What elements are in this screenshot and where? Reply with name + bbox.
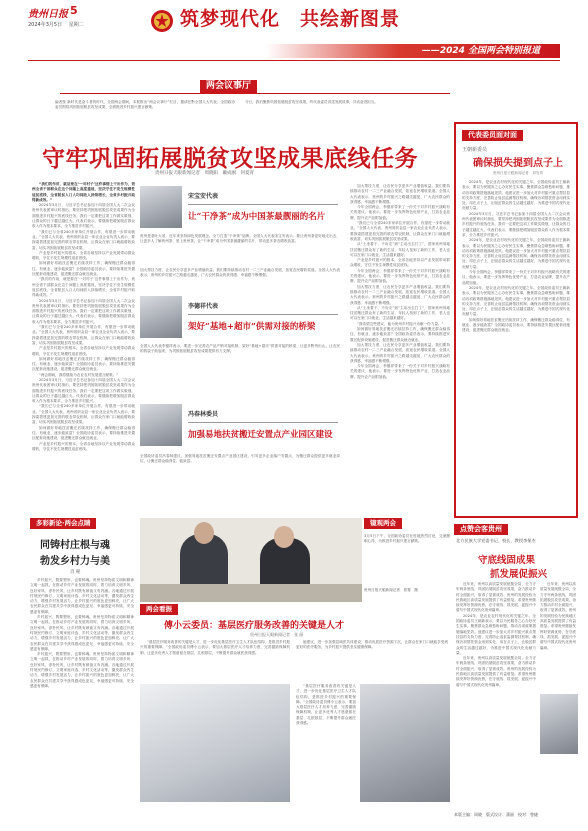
masthead-subtitle: ——2024 全国两会特别报道	[421, 46, 540, 56]
footer-credits: 本版主编：周晓 版式设计：蒲丽 校对：曾捷	[454, 812, 538, 817]
spotlight-body: 近年来，贵州以高质量发展统揽全局，全力守牢两条底线，巩固拓展脱贫攻坚成果，奋力推动乡村全面振兴，取得了显著成效。贵州的发展经验为民族地区高质量发展提供了有益借鉴。希望贵州继续发挥好资源优势，在守底线、抓发展、促振兴中谱写中国式现代化贵州篇章。 2024年，是农业农村现代化的关键之年。全国政协委员王朝新表示，要以为民服务之心办好民生实事，聚焦群众急难愁盼问题，推动各项政策措施落地见效。他建议进一步加大对乡村振兴重点帮扶县的支持力度，完善防止返贫监测帮扶机制，确保各项帮扶资金用到实处、用在点子上，让脱贫群众的生活越过越好，为推进中国式现代化贡献力量。 近年来，贵州以高质量发展统揽全局，全力守牢两条底线，巩固拓展脱贫攻坚成果，奋力推动乡村全面振兴，取得了显著成效。贵州的发展经验为民族地区高质量发展提供了有益借鉴。希望贵州继续发挥好资源优势，在守底线、抓发展、促振兴中谱写中国式现代化贵州篇章。	[456, 582, 536, 687]
main-headline: 守牢巩固拓展脱贫攻坚成果底线任务	[42, 145, 418, 172]
speaker-label-3: 冯春林委员	[188, 411, 219, 418]
speaker-portrait-2	[140, 296, 182, 338]
spotlight-headline-1: 守底线固成果	[478, 555, 536, 566]
left-feature-headline-1: 同铸村庄根与魂	[40, 540, 110, 551]
bottom-story-photo-left	[140, 684, 290, 802]
speaker-title-2: 架好“基地+超市”供需对接的桥梁	[188, 322, 316, 332]
newspaper-logo: 贵州日报	[28, 9, 68, 20]
left-feature-headline-2: 勃发乡村力与美	[40, 556, 110, 567]
speaker-portrait-1	[140, 186, 182, 228]
bottom-story-byline: 贵州日报天眼新闻记者 张 丽	[250, 632, 304, 637]
section-rule	[60, 93, 450, 94]
masthead-banner	[266, 44, 560, 58]
speaker-card-2	[140, 296, 345, 380]
speaker-text-1: 贵州是茶叶大省，近年来坚持绿色发展理念，全力打造“干净茶”品牌。全国人大代表宋宝安表示，要让贵州茶更好地走出去，让更多人了解贵州茶、爱上贵州茶，让“干净茶”成为中国茶最靓丽的名片，带动更多茶农增收致富。	[140, 234, 340, 244]
masthead-slogan: 筑梦现代化 共绘新图景	[180, 8, 401, 30]
speaker-text-3: 全国政协委员冯春林建议，加强易地扶贫搬迁安置点产业园区建设，引导更多企业落户安置点，为搬迁群众提供更多就业岗位，让搬迁群众稳得住、能致富。	[140, 454, 340, 464]
left-feature-label: 多彩新论·两会点睛	[30, 518, 96, 529]
sidebar-headline: 确保损失提到点子上	[473, 158, 563, 169]
spotlight-kicker: 北方民族大学党委书记、校长、教授李保杰	[456, 538, 536, 543]
spotlight-headline-2: 抓发展促振兴	[490, 569, 548, 580]
bottom-story-photo-right	[360, 684, 450, 802]
photo-figure-right-head	[274, 526, 294, 548]
speaker-portrait-3	[140, 404, 182, 446]
main-body-col1: “我们的作用，就是要在‘一对村子’这件事情上干出作为，贵州全省干部群众在这个问题上高度重视，坚决守住不发生规模性返贫底线，全省脱贫人口人均纯收入持续增长，全省乡村振兴取得新成效。” 2024年3月日，习近平总书记参加十四届全国人大二次会议贵州代表团审议时指出，要坚持把巩固拓展脱贫攻坚成果作为全面推进乡村振兴的底线任务。我们一定要把这项工作做实做细，让群众的日子越过越红火。代表们表示，要继续把增加脱贫群众收入作为根本要求，全力推进乡村振兴。 “我们已与全省240多家单位开展合作，有望进一步带动就业。”全国人大代表、贵州省织金县一家农业企业负责人表示，要探索搭建更加完善的联农带农机制，让群众在家门口就能增收致富，切实巩固拓展脱贫攻坚成果。 产业是乡村振兴的根本，全省各地坚持以产业发展带动群众增收，守住不发生规模性返贫底线。 如何做好易地扶贫搬迁后续扶持工作，确保搬迁群众稳得住、有就业、逐步能致富？全国政协委员表示，要持续推进安置区配套设施建设，促进搬迁群众就近就业。 “我们的作用，就是要在‘一对村子’这件事情上干出作为，贵州全省干部群众在这个问题上高度重视，坚决守住不发生规模性返贫底线，全省脱贫人口人均纯收入持续增长，全省乡村振兴取得新成效。” 2024年3月日，习近平总书记参加十四届全国人大二次会议贵州代表团审议时指出，要坚持把巩固拓展脱贫攻坚成果作为全面推进乡村振兴的底线任务。我们一定要把这项工作做实做细，让群众的日子越过越红火。代表们表示，要继续把增加脱贫群众收入作为根本要求，全力推进乡村振兴。 “我们已与全省240多家单位开展合作，有望进一步带动就业。”全国人大代表、贵州省织金县一家农业企业负责人表示，要探索搭建更加完善的联农带农机制，让群众在家门口就能增收致富，切实巩固拓展脱贫攻坚成果。 产业是乡村振兴的根本，全省各地坚持以产业发展带动群众增收，守住不发生规模性返贫底线。 如何做好易地扶贫搬迁后续扶持工作，确保搬迁群众稳得住、有就业、逐步能致富？全国政协委员表示，要持续推进安置区配套设施建设，促进搬迁群众就近就业。 “两会期间，我将继续为农业农村发展建言献策。” 2024年3月日，习近平总书记参加十四届全国人大二次会议贵州代表团审议时指出，要坚持把巩固拓展脱贫攻坚成果作为全面推进乡村振兴的底线任务。我们一定要把这项工作做实做细，让群众的日子越过越红火。代表们表示，要继续把增加脱贫群众收入作为根本要求，全力推进乡村振兴。 “我们已与全省240多家单位开展合作，有望进一步带动就业。”全国人大代表、贵州省织金县一家农业企业负责人表示，要探索搭建更加完善的联农带农机制，让群众在家门口就能增收致富，切实巩固拓展脱贫攻坚成果。 如何做好易地扶贫搬迁后续扶持工作，确保搬迁群众稳得住、有就业、逐步能致富？全国政协委员表示，要持续推进安置区配套设施建设，促进搬迁群众就近就业。 产业是乡村振兴的根本，全省各地坚持以产业发展带动群众增收，守住不发生规模性返贫底线。	[32, 182, 135, 451]
photo-caption-text: 3月5日下午，全国政协委员在驻地热烈讨论，交流履职心得，为推进乡村振兴建言献策。	[364, 534, 450, 544]
speaker-card-3	[140, 404, 345, 524]
main-body-col-right: 加大帮扶力度，让农民分享更多产业增值收益。我们要持续推动农村一二三产业融合发展，拓宽农民增收渠道。全国人大代表表示，贵州的乡村振兴之路越走越宽，广大农民群众的获得感、幸福感不断增强。 今年全国两会，李德祥带来了一份关于对乡村振兴战略有关的建议，他表示，要进一步发挥特色优势产业，打造农业品牌，提升农产品附加值。 “我们已与全省240多家单位开展合作，有望进一步带动就业。”全国人大代表、贵州省织金县一家农业企业负责人表示，要探索搭建更加完善的联农带农机制，让群众在家门口就能增收致富，切实巩固拓展脱贫攻坚成果。 从“土坐着干、不肯走”到“主动出去打工”，国家贵州易地扶贫搬迁群众有了新的生活，年轻人找到了新的工作，老人也可以在家门口就业，生活越来越好。 产业是乡村振兴的根本，全省各地坚持以产业发展带动群众增收，守住不发生规模性返贫底线。 今年全国两会，李德祥带来了一份关于对乡村振兴战略有关的建议，他表示，要进一步发挥特色优势产业，打造农业品牌，提升农产品附加值。 加大帮扶力度，让农民分享更多产业增值收益。我们要持续推动农村一二三产业融合发展，拓宽农民增收渠道。全国人大代表表示，贵州的乡村振兴之路越走越宽，广大农民群众的获得感、幸福感不断增强。 从“土坐着干、不肯走”到“主动出去打工”，国家贵州易地扶贫搬迁群众有了新的生活，年轻人找到了新的工作，老人也可以在家门口就业，生活越来越好。 “我希望这些建议，能为贵州乡村振兴贡献一份力量。” 如何做好易地扶贫搬迁后续扶持工作，确保搬迁群众稳得住、有就业、逐步能致富？全国政协委员表示，要持续推进安置区配套设施建设，促进搬迁群众就近就业。 加大帮扶力度，让农民分享更多产业增值收益。我们要持续推动农村一二三产业融合发展，拓宽农民增收渠道。全国人大代表表示，贵州的乡村振兴之路越走越宽，广大农民群众的获得感、幸福感不断增强。 今年全国两会，李德祥带来了一份关于对乡村振兴战略有关的建议，他表示，要进一步发挥特色优势产业，打造农业品牌，提升农产品附加值。	[350, 184, 450, 379]
bottom-story	[140, 604, 450, 804]
main-byline: 贵州日报天眼新闻记者 周晓阳 戴成刚 何夏青	[155, 171, 254, 176]
photo-caption-label: 镜观两会	[364, 518, 402, 529]
photo-table	[140, 584, 362, 602]
speaker-title-1: 让“干净茶”成为中国茶最靓丽的名片	[188, 212, 326, 222]
section-label-lianghui: 两会议事厅	[200, 80, 257, 93]
speaker-card-1	[140, 186, 345, 266]
emblem-icon	[150, 9, 174, 33]
sidebar-speaker: 王朝新委员	[462, 147, 488, 153]
bottom-story-label: 两会看振	[140, 604, 178, 615]
left-feature	[30, 518, 134, 810]
spotlight-body-right: 近年来，贵州以高质量发展统揽全局，全力守牢两条底线，巩固拓展脱贫攻坚成果，奋力推动乡村全面振兴，取得了显著成效。贵州的发展经验为民族地区高质量发展提供了有益借鉴。希望贵州继续发挥好资源优势，在守底线、抓发展、促振兴中谱写中国式现代化贵州篇章。	[540, 582, 576, 650]
left-feature-body: 乡村振兴，既要塑形，也要铸魂。贵州坚持物质文明和精神文明一起抓，在推动乡村产业发展的同时，着力培育文明乡风、良好家风、淳朴民风，让乡村既有颜值又有内涵。各地通过开展村规民约修订、文明家庭评选、乡村文化活动等，激发群众内生动力，增强乡村发展活力，让乡村振兴的底色更加鲜亮，让广大农民群众在共建共享中获得感成色更足、幸福感更可持续、安全感更有保障。 乡村振兴，既要塑形，也要铸魂。贵州坚持物质文明和精神文明一起抓，在推动乡村产业发展的同时，着力培育文明乡风、良好家风、淳朴民风，让乡村既有颜值又有内涵。各地通过开展村规民约修订、文明家庭评选、乡村文化活动等，激发群众内生动力，增强乡村发展活力，让乡村振兴的底色更加鲜亮，让广大农民群众在共建共享中获得感成色更足、幸福感更可持续、安全感更有保障。 乡村振兴，既要塑形，也要铸魂。贵州坚持物质文明和精神文明一起抓，在推动乡村产业发展的同时，着力培育文明乡风、良好家风、淳朴民风，让乡村既有颜值又有内涵。各地通过开展村规民约修订、文明家庭评选、乡村文化活动等，激发群众内生动力，增强乡村发展活力，让乡村振兴的底色更加鲜亮，让广大农民群众在共建共享中获得感成色更足、幸福感更可持续、安全感更有保障。	[30, 578, 134, 688]
bottom-story-col2: 她建议，进一步加强县域医共体建设，推动优质医疗资源下沉，让群众在家门口就能享受到更好的医疗服务，为乡村振兴提供坚实健康保障。	[296, 640, 448, 650]
date-line: 2024年3月5日 星期二	[28, 22, 84, 28]
editor-note-left: 编者按 新时代是奋斗者的时代，全国两会期间，本报推出“两会议事厅”栏目，邀请在黔全国人大代表、全国政协委员围绕巩固拓展脱贫攻坚成果、全面推进乡村振兴建言献策。	[55, 100, 235, 110]
sidebar-label: 代表委员面对面	[462, 130, 523, 141]
sidebar-byline: 贵州日报天眼新闻记者 刘宜青	[492, 171, 544, 175]
photo-caption-credit: 贵州日报天眼新闻记者 曾骞 摄	[364, 588, 418, 592]
bottom-story-headline: 傅小云委员：基层医疗服务改善的关键是人才	[164, 621, 345, 631]
page-number: 5	[70, 4, 78, 17]
spotlight-box	[454, 524, 578, 804]
speaker-rule-3	[188, 422, 338, 423]
left-feature-byline: 肖 秘	[70, 570, 81, 575]
speaker-rule-1	[188, 204, 338, 205]
speaker-rule-2	[188, 314, 338, 315]
bottom-story-col1: “基层医疗服务改善的关键是人才，进一步优化基层医疗卫生人才队伍结构，是推进乡村振兴的重要保障。”全国政协委员傅小云表示，要加大基层医疗人才培养力度，完善激励保障机制，让更多优秀人才愿意留在基层、扎根基层，不断提升群众就医获得感。	[140, 640, 290, 655]
sidebar-body: 2024年，是农业农村现代化的关键之年。全国政协委员王朝新表示，要以为民服务之心办好民生实事，聚焦群众急难愁盼问题，推动各项政策措施落地见效。他建议进一步加大对乡村振兴重点帮扶县的支持力度，完善防止返贫监测帮扶机制，确保各项帮扶资金用到实处、用在点子上，让脱贫群众的生活越过越好，为推进中国式现代化贡献力量。 2024年3月日，习近平总书记参加十四届全国人大二次会议贵州代表团审议时指出，要坚持把巩固拓展脱贫攻坚成果作为全面推进乡村振兴的底线任务。我们一定要把这项工作做实做细，让群众的日子越过越红火。代表们表示，要继续把增加脱贫群众收入作为根本要求，全力推进乡村振兴。 2024年，是农业农村现代化的关键之年。全国政协委员王朝新表示，要以为民服务之心办好民生实事，聚焦群众急难愁盼问题，推动各项政策措施落地见效。他建议进一步加大对乡村振兴重点帮扶县的支持力度，完善防止返贫监测帮扶机制，确保各项帮扶资金用到实处、用在点子上，让脱贫群众的生活越过越好，为推进中国式现代化贡献力量。 今年全国两会，李德祥带来了一份关于对乡村振兴战略有关的建议，他表示，要进一步发挥特色优势产业，打造农业品牌，提升农产品附加值。 2024年，是农业农村现代化的关键之年。全国政协委员王朝新表示，要以为民服务之心办好民生实事，聚焦群众急难愁盼问题，推动各项政策措施落地见效。他建议进一步加大对乡村振兴重点帮扶县的支持力度，完善防止返贫监测帮扶机制，确保各项帮扶资金用到实处、用在点子上，让脱贫群众的生活越过越好，为推进中国式现代化贡献力量。 如何做好易地扶贫搬迁后续扶持工作，确保搬迁群众稳得住、有就业、逐步能致富？全国政协委员表示，要持续推进安置区配套设施建设，促进搬迁群众就近就业。	[462, 180, 570, 333]
speaker-text-2: 全国人大代表李德祥表示，要进一步完善农产品产销对接机制，架好“基地+超市”供需对接的桥梁，让更多黔货出山，让农民的钱袋子鼓起来，为巩固拓展脱贫攻坚成果提供有力支撑。	[140, 344, 340, 354]
spotlight-label: 点赞会客贵州	[454, 524, 508, 535]
news-photo	[140, 518, 362, 602]
speaker-label-1: 宋宝安代表	[188, 193, 219, 200]
bottom-story-col3: “基层医疗服务改善的关键是人才，进一步优化基层医疗卫生人才队伍结构，是推进乡村振兴的重要保障。”全国政协委员傅小云表示，要加大基层医疗人才培养力度，完善激励保障机制，让更多优秀人才愿意留在基层、扎根基层，不断提升群众就医获得感。	[296, 684, 356, 726]
spotlight-portrait	[540, 694, 578, 754]
speaker-label-2: 李德祥代表	[188, 303, 219, 310]
masthead-rule	[28, 60, 560, 61]
speaker-title-3: 加强易地扶贫搬迁安置点产业园区建设	[188, 430, 333, 440]
main-body-col-mid-a: 加大帮扶力度，让农民分享更多产业增值收益。我们要持续推动农村一二三产业融合发展，拓宽农民增收渠道。全国人大代表表示，贵州的乡村振兴之路越走越宽，广大农民群众的获得感、幸福感不断增强。	[140, 268, 340, 278]
sidebar-box	[454, 122, 578, 518]
photo-caption	[364, 518, 450, 602]
editor-note-right: 今日，我们聚焦巩固拓展脱贫攻坚成果，听代表委员讲述发展故事，共话奋进担当。	[245, 100, 378, 104]
photo-figure-left-head	[194, 522, 214, 544]
masthead	[0, 0, 588, 60]
